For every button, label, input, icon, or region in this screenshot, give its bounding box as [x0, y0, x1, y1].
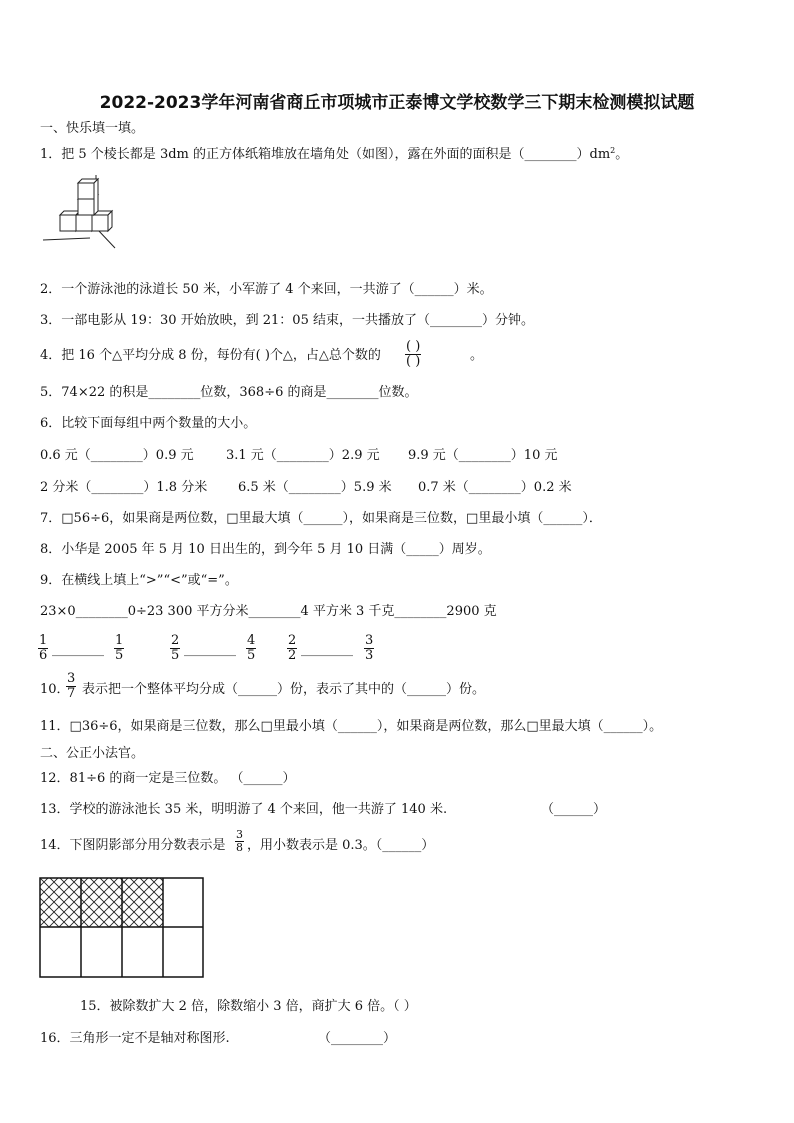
question-6-row2-a: 2 分米（________）1.8 分米: [40, 480, 208, 495]
question-1: 1．把 5 个棱长都是 3dm 的正方体纸箱堆放在墙角处（如图），露在外面的面积是$(\_\_\_\_\_\_\_\_)dm^2$。: [40, 146, 629, 162]
question-6: 6．比较下面每组中两个数量的大小。: [40, 416, 257, 431]
shaded-grid-figure: [39, 877, 205, 979]
q9-frac-1a: $\frac{1}{6}$: [39, 633, 48, 663]
question-13: 13．学校的游泳池长 35 米，明明游了 4 个来回，他一共游了 140 米.: [40, 802, 448, 817]
question-4-end: 。: [470, 348, 484, 363]
section-1-heading: 一、快乐填一填。: [40, 121, 145, 136]
q9-frac-1b: $\frac{1}{5}$: [115, 633, 124, 663]
question-6-row2-b: 6.5 米（________）5.9 米: [238, 480, 392, 495]
section-2-heading: 二、公正小法官。: [40, 746, 145, 761]
question-13-blank: （______）: [541, 802, 607, 817]
question-6-row1-b: 3.1 元（________）2.9 元: [226, 448, 380, 463]
question-11: 11．□36÷6，如果商是三位数，那么□里最小填（______），如果商是两位数，那么□里最大填（______）。: [40, 719, 663, 734]
question-4-fraction: ( ) ( ): [406, 339, 421, 369]
question-10-number: 10．: [40, 682, 70, 697]
q9-blank-1: ________: [52, 642, 104, 657]
question-16-blank: （________）: [318, 1031, 397, 1046]
q9-blank-3: ________: [301, 642, 353, 657]
cube-stack-figure: [40, 175, 120, 250]
q9-frac-2a: $\frac{2}{5}$: [171, 633, 180, 663]
question-6-row2-c: 0.7 米（________）0.2 米: [418, 480, 572, 495]
question-10-fraction: $\frac{3}{7}$: [67, 671, 76, 701]
question-9-row1: 23×0________0÷23 300 平方分米________4 平方米 3 千克________2900 克: [40, 604, 497, 619]
question-16: 16．三角形一定不是轴对称图形.: [40, 1031, 230, 1046]
question-14-fraction: $\frac{3}{8}$: [236, 828, 243, 854]
q9-blank-2: ________: [184, 642, 236, 657]
question-3: 3．一部电影从 19：30 开始放映，到 21：05 结束，一共播放了（________）分钟。: [40, 313, 534, 328]
question-6-row1-a: 0.6 元（________）0.9 元: [40, 448, 194, 463]
question-10: 表示把一个整体平均分成（______）份，表示了其中的（______）份。: [82, 682, 486, 697]
question-4: 4．把 16 个△平均分成 8 份，每份有( )个△，占△总个数的: [40, 348, 381, 363]
question-15: 15．被除数扩大 2 倍，除数缩小 3 倍，商扩大 6 倍。（ ）: [80, 999, 417, 1014]
question-7: 7．□56÷6，如果商是两位数，□里最大填（______），如果商是三位数，□里最小填（______）．: [40, 511, 602, 526]
q9-frac-3a: $\frac{2}{2}$: [288, 633, 297, 663]
question-8: 8．小华是 2005 年 5 月 10 日出生的，到今年 5 月 10 日满（_____）周岁。: [40, 542, 491, 557]
question-14: ，用小数表示是 0.3。（______）: [247, 838, 435, 853]
question-6-row1-c: 9.9 元（________）10 元: [408, 448, 558, 463]
q9-frac-2b: $\frac{4}{5}$: [247, 633, 256, 663]
q9-frac-3b: $\frac{3}{3}$: [365, 633, 374, 663]
page-title: 2022-2023学年河南省商丘市项城市正泰博文学校数学三下期末检测模拟试题: [99, 93, 695, 113]
question-12: 12．81÷6 的商一定是三位数。 （______）: [40, 771, 296, 786]
question-14-prefix: 14．下图阴影部分用分数表示是: [40, 838, 226, 853]
question-2: 2．一个游泳池的泳道长 50 米，小军游了 4 个来回，一共游了（______）米。: [40, 282, 493, 297]
question-9: 9．在横线上填上“>”“<”或“=”。: [40, 573, 238, 588]
question-5: 5．74×22 的积是________位数，368÷6 的商是________位数。: [40, 385, 418, 400]
